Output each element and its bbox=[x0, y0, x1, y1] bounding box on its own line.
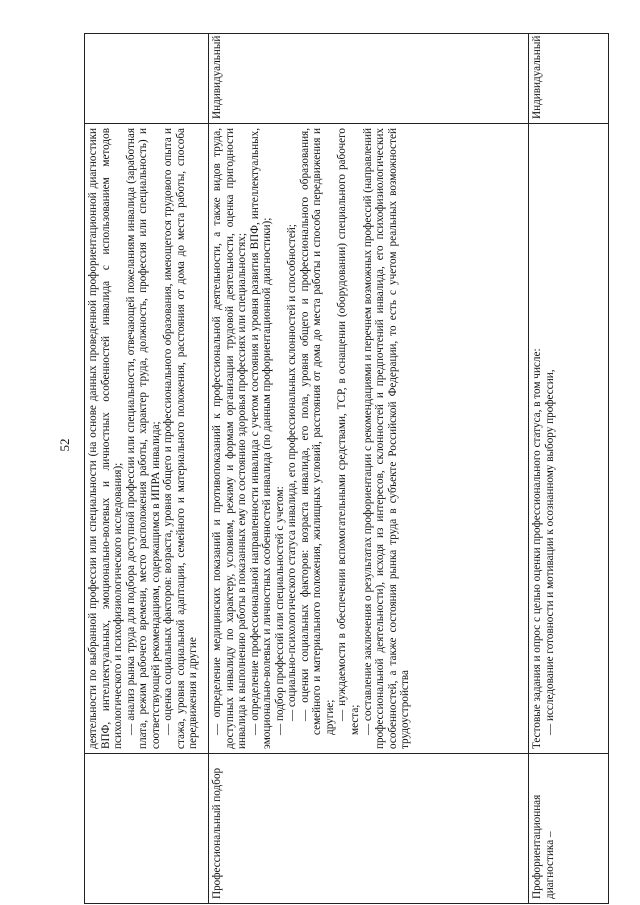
paragraph: деятельности по выбранной профессии или специальности (на основе данных проведенной профориентационной диагностики ВПФ, интеллектуальных, эмоционально-волевых и личностных особенностей инвалида с использованием методов психологического и психофизиологического исследования); bbox=[87, 128, 125, 749]
paragraph: — оценка социальных факторов: возраста, уровня общего и профессионального образования, имеющегося трудового опыта и стажа, уровня социальной адаптации, семейного и материального положения, расстояния от дома до места работы, способа передвижения и другие bbox=[162, 128, 200, 749]
paragraph: — нуждаемости в обеспечении вспомогательными средствами, ТСР, в оснащении (оборудовании) специального рабочего места; bbox=[336, 128, 362, 735]
page-number: 52 bbox=[57, 438, 72, 452]
paragraph: — исследование готовности и мотивации к осознанному выбору профессии, bbox=[543, 369, 556, 735]
rehabilitation-table bbox=[84, 33, 609, 904]
row-type-cell bbox=[85, 34, 209, 124]
paragraph: — определение медицинских показаний и противопоказаний к профессиональной деятельности, а также видов труда, доступных инвалиду по характеру, условиям, режиму и формам организации трудовой деятельности, оценка пригодности инвалида к выполнению работы в показанных ему по состоянию здоровья профессиях или специальностях; bbox=[211, 128, 249, 749]
row-content-cell bbox=[85, 124, 209, 754]
table-row bbox=[209, 34, 529, 904]
paragraph: Тестовые задания и опрос с целью оценки профессионального статуса, в том числе: bbox=[531, 348, 543, 749]
rotated-table-container bbox=[84, 34, 608, 904]
row-type-cell: Индивидуальный bbox=[529, 34, 609, 124]
paragraph: — подбор профессий или специальностей с учетом: bbox=[273, 486, 286, 735]
row-content-cell bbox=[529, 124, 609, 754]
paragraph: — социально-психологического статуса инвалида, его профессиональных склонностей и способностей; bbox=[286, 224, 299, 721]
table-row bbox=[85, 34, 209, 904]
paragraph: — анализ рынка труда для подбора доступной профессии или специальности, отвечающей пожеланиям инвалида (заработная плата, режим рабочего времени, место расположения работы, характер труда, должность, профессия или специальность) и соответствующей рекомендациям, содержащимся в ИПРА инвалида; bbox=[124, 128, 162, 749]
row-title-cell: Профессиональный подбор bbox=[209, 754, 529, 904]
row-type-cell: Индивидуальный bbox=[209, 34, 529, 124]
row-title-cell: Профориентационная диагностика – bbox=[529, 754, 609, 904]
paragraph: — оценки социальных факторов: возраста инвалида, его пола, уровня общего и профессионального образования, семейного и материального положения, жилищных условий, расстояния от дома до места работы и способа передвижения и другие; bbox=[298, 128, 336, 735]
paragraph: — составление заключения о результатах профориентации с рекомендациями и перечнем возможных профессий (направлений профессиональной деятельности), исходя из интересов, склонностей и предпочтений инвалида, его психофизиологических особенностей, а также состояния рынка труда в субъекте Российской Федерации, то есть с учетом реальных возможностей трудоустройства bbox=[361, 128, 412, 749]
table-row bbox=[529, 34, 609, 904]
paragraph: — определение профессиональной направленности инвалида с учетом состояния и уровня развития ВПФ, интеллектуальных, эмоционально-волевых и личностных особенностей инвалида (по данным профориентационной диагностики); bbox=[248, 128, 274, 749]
row-content-cell bbox=[209, 124, 529, 754]
row-title-cell bbox=[85, 754, 209, 904]
